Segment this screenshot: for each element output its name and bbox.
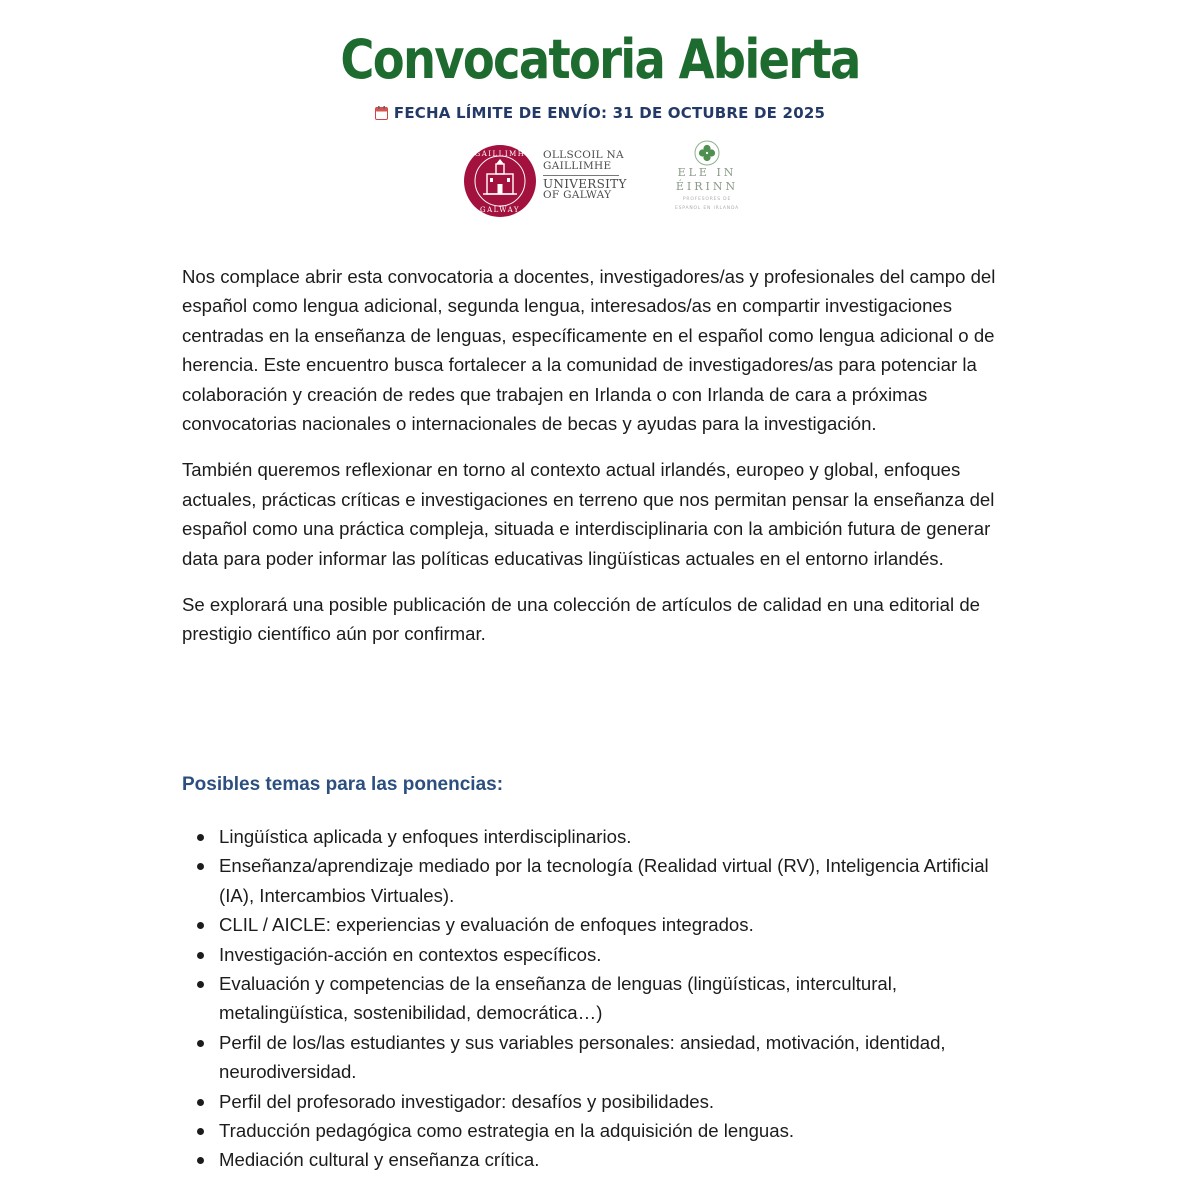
list-item: Lingüística aplicada y enfoques interdisciplinarios.: [182, 822, 1012, 851]
paragraph: Nos complace abrir esta convocatoria a docentes, investigadores/as y profesionales del campo del español como lengua adicional, segunda lengua, interesados/as en compartir investigaciones centradas en la enseñanza de lenguas, específicamente en el español como lengua adicional o de herencia. Este encuentro busca fortalecer a la comunidad de investigadores/as para potenciar la colaboración y creación de redes que trabajen en Irlanda o con Irlanda de cara a próximas convocatorias nacionales o internacionales de becas y ayudas para la investigación.: [182, 266, 996, 435]
paragraph: También queremos reflexionar en torno al contexto actual irlandés, europeo y global, enfoques actuales, prácticas críticas e investigaciones en terreno que nos permitan pensar la enseñanza del español como una práctica compleja, situada e interdisciplinaria con la ambición futura de generar data para poder informar las políticas educativas lingüísticas actuales en el entorno irlandés.: [182, 459, 995, 569]
topics-heading: Posibles temas para las ponencias:: [182, 774, 504, 795]
list-item: Enseñanza/aprendizaje mediado por la tecnología (Realidad virtual (RV), Inteligencia Artificial (IA), Intercambios Virtuales).: [182, 851, 1012, 910]
calendar-icon: [375, 106, 388, 120]
ele-line-4: ESPAÑOL EN IRLANDA: [674, 206, 740, 211]
ele-line-2: ÉIRINN: [675, 180, 739, 193]
svg-text:GALWAY: GALWAY: [480, 206, 520, 214]
list-item: Investigación-acción en contextos específicos.: [182, 940, 1012, 969]
list-item: Perfil del profesorado investigador: desafíos y posibilidades.: [182, 1087, 1012, 1116]
logos-row: [0, 138, 1200, 218]
shamrock-icon: [694, 140, 720, 166]
ug-line-1: OLLSCOIL NA: [543, 149, 624, 161]
list-item: Evaluación y competencias de la enseñanza de lenguas (lingüísticas, intercultural, metalingüística, sostenibilidad, democrática…): [182, 969, 1012, 1028]
ele-line-1: ELE IN: [677, 166, 737, 179]
ug-line-3: UNIVERSITY: [543, 177, 627, 191]
topics-list: [182, 822, 1012, 1175]
list-item: CLIL / AICLE: experiencias y evaluación de enfoques integrados.: [182, 910, 1012, 939]
list-item: Traducción pedagógica como estrategia en la adquisición de lenguas.: [182, 1116, 1012, 1145]
intro-text: [182, 262, 1012, 666]
deadline-line: [0, 104, 1200, 122]
page-title: Convocatoria Abierta: [340, 28, 860, 91]
university-of-galway-seal-logo: [463, 144, 537, 218]
university-of-galway-wordmark: [543, 150, 633, 201]
list-item: Perfil de los/las estudiantes y sus variables personales: ansiedad, motivación, identidad, neurodiversidad.: [182, 1028, 1012, 1087]
ele-line-3: PROFESORES DE: [682, 197, 732, 202]
list-item: Mediación cultural y enseñanza crítica.: [182, 1145, 1012, 1174]
paragraph: Se explorará una posible publicación de una colección de artículos de calidad en una editorial de prestigio científico aún por confirmar.: [182, 594, 981, 645]
ug-line-4: OF GALWAY: [543, 189, 612, 201]
deadline-text: FECHA LÍMITE DE ENVÍO: 31 DE OCTUBRE DE 2025: [393, 104, 826, 122]
svg-text:GAILLIMH: GAILLIMH: [474, 150, 526, 158]
ele-in-eirinn-logo: [664, 140, 750, 212]
ug-line-2: GAILLIMHE: [543, 160, 612, 172]
